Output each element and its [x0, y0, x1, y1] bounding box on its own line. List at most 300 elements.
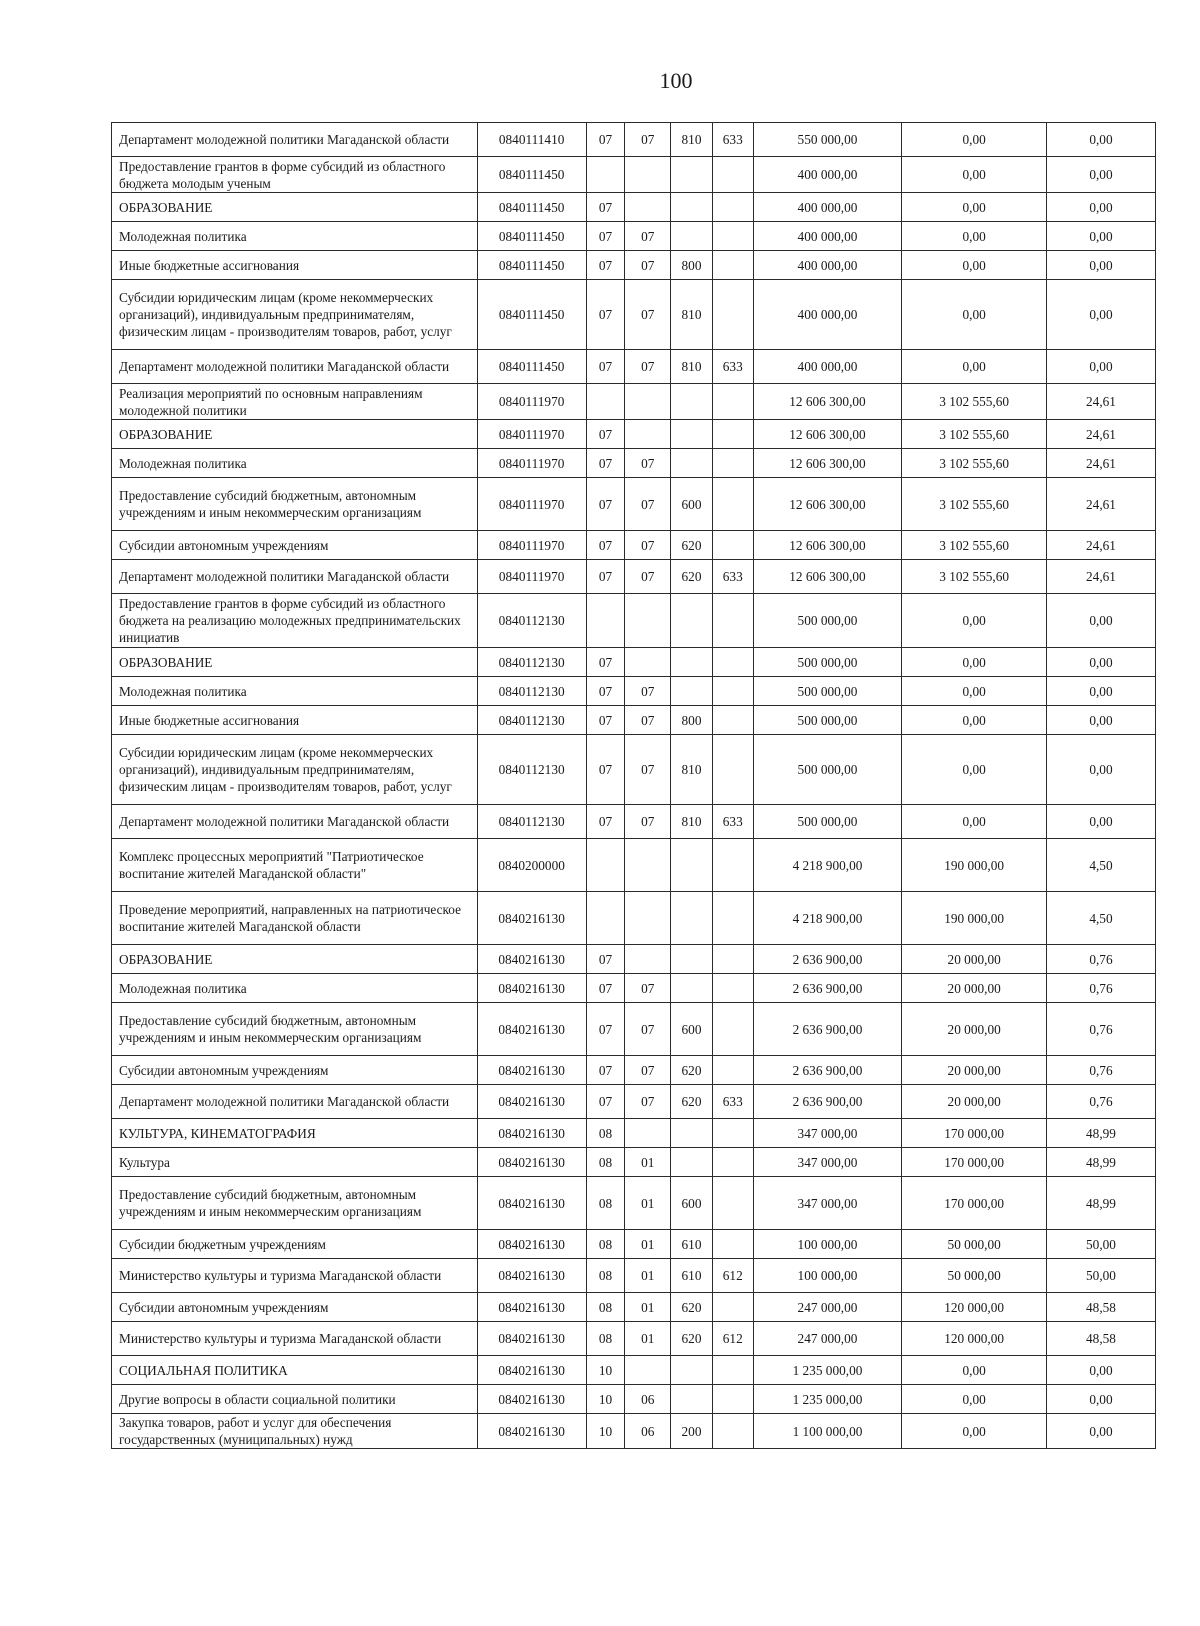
cell-administrator [712, 1293, 753, 1322]
table-row [112, 974, 1156, 1003]
cell-administrator [712, 1056, 753, 1085]
table-row [112, 1148, 1156, 1177]
cell-execution-percent: 48,99 [1046, 1177, 1155, 1230]
table-row [112, 123, 1156, 157]
cell-executed-amount: 0,00 [902, 805, 1047, 839]
cell-approved-amount: 2 636 900,00 [753, 945, 902, 974]
table-row [112, 1293, 1156, 1322]
cell-execution-percent: 0,00 [1046, 648, 1155, 677]
budget-table [111, 122, 1156, 1449]
cell-execution-percent: 0,00 [1046, 251, 1155, 280]
cell-section: 07 [586, 1056, 625, 1085]
cell-execution-percent: 0,76 [1046, 945, 1155, 974]
cell-section: 07 [586, 420, 625, 449]
cell-expense-type: 600 [671, 478, 713, 531]
cell-target-article: 0840216130 [477, 1003, 586, 1056]
cell-name: Молодежная политика [112, 677, 478, 706]
cell-administrator: 633 [712, 123, 753, 157]
page-number: 100 [659, 68, 693, 93]
cell-name: Субсидии юридическим лицам (кроме некоммерческих организаций), индивидуальным предпринимателям, физическим лицам - производителям товаров, работ, услуг [112, 735, 478, 805]
cell-approved-amount: 100 000,00 [753, 1230, 902, 1259]
cell-subsection: 07 [625, 1085, 671, 1119]
cell-expense-type: 600 [671, 1177, 713, 1230]
table-row [112, 1230, 1156, 1259]
cell-name: Молодежная политика [112, 222, 478, 251]
cell-administrator [712, 531, 753, 560]
cell-target-article: 0840216130 [477, 1322, 586, 1356]
cell-execution-percent: 0,00 [1046, 280, 1155, 350]
table-row [112, 648, 1156, 677]
table-row [112, 1259, 1156, 1293]
cell-name: Департамент молодежной политики Магаданской области [112, 805, 478, 839]
cell-name: Департамент молодежной политики Магаданской области [112, 350, 478, 384]
cell-approved-amount: 4 218 900,00 [753, 892, 902, 945]
cell-subsection [625, 839, 671, 892]
cell-execution-percent: 0,00 [1046, 1385, 1155, 1414]
cell-expense-type [671, 892, 713, 945]
cell-name: КУЛЬТУРА, КИНЕМАТОГРАФИЯ [112, 1119, 478, 1148]
cell-name: Субсидии автономным учреждениям [112, 1056, 478, 1085]
cell-expense-type [671, 1356, 713, 1385]
cell-execution-percent: 0,00 [1046, 706, 1155, 735]
cell-subsection: 07 [625, 560, 671, 594]
table-row [112, 449, 1156, 478]
table-row [112, 350, 1156, 384]
cell-subsection: 07 [625, 1003, 671, 1056]
cell-subsection: 07 [625, 222, 671, 251]
cell-name: Министерство культуры и туризма Магаданской области [112, 1322, 478, 1356]
cell-section: 07 [586, 735, 625, 805]
cell-expense-type [671, 384, 713, 420]
cell-administrator [712, 974, 753, 1003]
cell-section: 08 [586, 1148, 625, 1177]
cell-subsection: 01 [625, 1322, 671, 1356]
cell-target-article: 0840111970 [477, 384, 586, 420]
cell-expense-type: 810 [671, 350, 713, 384]
cell-execution-percent: 0,00 [1046, 594, 1155, 648]
cell-executed-amount: 170 000,00 [902, 1177, 1047, 1230]
cell-approved-amount: 400 000,00 [753, 350, 902, 384]
cell-administrator [712, 1230, 753, 1259]
cell-executed-amount: 50 000,00 [902, 1259, 1047, 1293]
cell-executed-amount: 0,00 [902, 222, 1047, 251]
cell-approved-amount: 400 000,00 [753, 280, 902, 350]
cell-name: Предоставление грантов в форме субсидий из областного бюджета на реализацию молодежных предпринимательских инициатив [112, 594, 478, 648]
cell-expense-type: 800 [671, 706, 713, 735]
table-row [112, 560, 1156, 594]
cell-name: Комплекс процессных мероприятий "Патриотическое воспитание жителей Магаданской области" [112, 839, 478, 892]
table-body [112, 123, 1156, 1449]
cell-subsection: 07 [625, 974, 671, 1003]
cell-executed-amount: 0,00 [902, 677, 1047, 706]
cell-section: 07 [586, 193, 625, 222]
cell-target-article: 0840216130 [477, 1230, 586, 1259]
cell-target-article: 0840216130 [477, 1085, 586, 1119]
cell-approved-amount: 12 606 300,00 [753, 420, 902, 449]
cell-target-article: 0840111970 [477, 420, 586, 449]
cell-expense-type: 610 [671, 1259, 713, 1293]
cell-expense-type [671, 420, 713, 449]
cell-target-article: 0840216130 [477, 945, 586, 974]
cell-expense-type [671, 945, 713, 974]
cell-approved-amount: 247 000,00 [753, 1293, 902, 1322]
cell-section: 10 [586, 1385, 625, 1414]
cell-expense-type: 810 [671, 805, 713, 839]
cell-name: Министерство культуры и туризма Магаданской области [112, 1259, 478, 1293]
cell-expense-type: 620 [671, 1056, 713, 1085]
cell-executed-amount: 3 102 555,60 [902, 384, 1047, 420]
cell-section: 07 [586, 222, 625, 251]
cell-execution-percent: 0,00 [1046, 123, 1155, 157]
cell-approved-amount: 2 636 900,00 [753, 974, 902, 1003]
cell-approved-amount: 12 606 300,00 [753, 560, 902, 594]
cell-administrator [712, 1148, 753, 1177]
cell-section: 08 [586, 1119, 625, 1148]
cell-approved-amount: 100 000,00 [753, 1259, 902, 1293]
cell-executed-amount: 3 102 555,60 [902, 560, 1047, 594]
cell-expense-type [671, 1119, 713, 1148]
cell-target-article: 0840200000 [477, 839, 586, 892]
cell-expense-type: 810 [671, 735, 713, 805]
cell-execution-percent: 50,00 [1046, 1259, 1155, 1293]
cell-target-article: 0840216130 [477, 1356, 586, 1385]
table-row [112, 157, 1156, 193]
cell-target-article: 0840111450 [477, 157, 586, 193]
cell-name: Субсидии автономным учреждениям [112, 1293, 478, 1322]
cell-expense-type: 620 [671, 1293, 713, 1322]
cell-target-article: 0840111410 [477, 123, 586, 157]
cell-administrator: 633 [712, 805, 753, 839]
cell-execution-percent: 0,00 [1046, 350, 1155, 384]
cell-subsection: 07 [625, 735, 671, 805]
cell-execution-percent: 0,00 [1046, 222, 1155, 251]
cell-subsection [625, 892, 671, 945]
cell-target-article: 0840216130 [477, 1177, 586, 1230]
cell-execution-percent: 0,00 [1046, 1356, 1155, 1385]
cell-approved-amount: 500 000,00 [753, 805, 902, 839]
cell-approved-amount: 347 000,00 [753, 1177, 902, 1230]
cell-section [586, 384, 625, 420]
cell-target-article: 0840112130 [477, 677, 586, 706]
cell-section: 07 [586, 677, 625, 706]
table-row [112, 384, 1156, 420]
cell-executed-amount: 3 102 555,60 [902, 478, 1047, 531]
cell-approved-amount: 2 636 900,00 [753, 1056, 902, 1085]
cell-expense-type: 810 [671, 123, 713, 157]
cell-subsection: 07 [625, 1056, 671, 1085]
table-row [112, 1322, 1156, 1356]
cell-section: 07 [586, 974, 625, 1003]
cell-approved-amount: 1 235 000,00 [753, 1385, 902, 1414]
cell-administrator [712, 1177, 753, 1230]
cell-subsection [625, 157, 671, 193]
cell-approved-amount: 500 000,00 [753, 677, 902, 706]
cell-name: СОЦИАЛЬНАЯ ПОЛИТИКА [112, 1356, 478, 1385]
cell-executed-amount: 120 000,00 [902, 1322, 1047, 1356]
cell-subsection: 07 [625, 478, 671, 531]
cell-administrator [712, 193, 753, 222]
cell-executed-amount: 0,00 [902, 157, 1047, 193]
cell-target-article: 0840216130 [477, 1056, 586, 1085]
cell-subsection: 01 [625, 1259, 671, 1293]
cell-name: Проведение мероприятий, направленных на патриотическое воспитание жителей Магаданской области [112, 892, 478, 945]
cell-subsection: 07 [625, 251, 671, 280]
table-row [112, 1056, 1156, 1085]
cell-administrator: 612 [712, 1322, 753, 1356]
cell-name: ОБРАЗОВАНИЕ [112, 648, 478, 677]
cell-section: 07 [586, 560, 625, 594]
cell-approved-amount: 12 606 300,00 [753, 384, 902, 420]
cell-expense-type [671, 1148, 713, 1177]
cell-section: 10 [586, 1414, 625, 1449]
cell-target-article: 0840216130 [477, 1293, 586, 1322]
table-row [112, 1385, 1156, 1414]
table-row [112, 1085, 1156, 1119]
cell-administrator [712, 706, 753, 735]
cell-subsection: 07 [625, 449, 671, 478]
cell-execution-percent: 24,61 [1046, 531, 1155, 560]
cell-executed-amount: 20 000,00 [902, 1003, 1047, 1056]
cell-expense-type [671, 839, 713, 892]
cell-section [586, 594, 625, 648]
table-row [112, 1003, 1156, 1056]
cell-expense-type: 620 [671, 1322, 713, 1356]
cell-administrator: 612 [712, 1259, 753, 1293]
cell-target-article: 0840111970 [477, 449, 586, 478]
cell-subsection [625, 1356, 671, 1385]
cell-name: Департамент молодежной политики Магаданской области [112, 1085, 478, 1119]
cell-name: Департамент молодежной политики Магаданской области [112, 123, 478, 157]
cell-executed-amount: 0,00 [902, 706, 1047, 735]
cell-approved-amount: 347 000,00 [753, 1119, 902, 1148]
cell-approved-amount: 12 606 300,00 [753, 531, 902, 560]
cell-section: 07 [586, 1003, 625, 1056]
cell-section: 07 [586, 648, 625, 677]
cell-executed-amount: 190 000,00 [902, 839, 1047, 892]
cell-approved-amount: 550 000,00 [753, 123, 902, 157]
cell-executed-amount: 20 000,00 [902, 945, 1047, 974]
cell-subsection [625, 1119, 671, 1148]
cell-executed-amount: 190 000,00 [902, 892, 1047, 945]
cell-section [586, 157, 625, 193]
cell-target-article: 0840216130 [477, 1385, 586, 1414]
cell-administrator: 633 [712, 350, 753, 384]
cell-execution-percent: 50,00 [1046, 1230, 1155, 1259]
cell-execution-percent: 4,50 [1046, 892, 1155, 945]
cell-name: Реализация мероприятий по основным направлениям молодежной политики [112, 384, 478, 420]
cell-subsection [625, 420, 671, 449]
cell-name: Иные бюджетные ассигнования [112, 251, 478, 280]
cell-administrator [712, 1003, 753, 1056]
cell-approved-amount: 500 000,00 [753, 648, 902, 677]
cell-administrator [712, 222, 753, 251]
cell-section: 08 [586, 1259, 625, 1293]
cell-target-article: 0840111970 [477, 560, 586, 594]
cell-name: Иные бюджетные ассигнования [112, 706, 478, 735]
cell-subsection: 07 [625, 677, 671, 706]
cell-subsection: 06 [625, 1414, 671, 1449]
cell-section: 08 [586, 1177, 625, 1230]
cell-name: Молодежная политика [112, 449, 478, 478]
table-row [112, 892, 1156, 945]
cell-executed-amount: 0,00 [902, 251, 1047, 280]
cell-approved-amount: 1 100 000,00 [753, 1414, 902, 1449]
cell-section: 07 [586, 531, 625, 560]
cell-target-article: 0840111970 [477, 478, 586, 531]
cell-expense-type: 620 [671, 531, 713, 560]
cell-subsection: 07 [625, 805, 671, 839]
cell-subsection: 01 [625, 1293, 671, 1322]
cell-expense-type [671, 648, 713, 677]
cell-name: Предоставление субсидий бюджетным, автономным учреждениям и иным некоммерческим организациям [112, 1003, 478, 1056]
cell-administrator [712, 478, 753, 531]
cell-execution-percent: 24,61 [1046, 420, 1155, 449]
cell-target-article: 0840111450 [477, 193, 586, 222]
cell-subsection [625, 594, 671, 648]
cell-administrator [712, 594, 753, 648]
cell-name: Субсидии юридическим лицам (кроме некоммерческих организаций), индивидуальным предпринимателям, физическим лицам - производителям товаров, работ, услуг [112, 280, 478, 350]
cell-subsection [625, 945, 671, 974]
cell-expense-type [671, 157, 713, 193]
cell-name: Предоставление субсидий бюджетным, автономным учреждениям и иным некоммерческим организациям [112, 1177, 478, 1230]
cell-name: Предоставление грантов в форме субсидий из областного бюджета молодым ученым [112, 157, 478, 193]
table-row [112, 594, 1156, 648]
cell-target-article: 0840112130 [477, 706, 586, 735]
cell-administrator [712, 280, 753, 350]
cell-execution-percent: 0,76 [1046, 974, 1155, 1003]
cell-subsection: 07 [625, 280, 671, 350]
cell-executed-amount: 20 000,00 [902, 1085, 1047, 1119]
cell-approved-amount: 400 000,00 [753, 251, 902, 280]
cell-section: 08 [586, 1293, 625, 1322]
cell-target-article: 0840216130 [477, 1148, 586, 1177]
cell-target-article: 0840216130 [477, 1414, 586, 1449]
cell-execution-percent: 0,76 [1046, 1056, 1155, 1085]
cell-approved-amount: 2 636 900,00 [753, 1003, 902, 1056]
cell-subsection: 01 [625, 1177, 671, 1230]
cell-administrator [712, 1385, 753, 1414]
table-row [112, 251, 1156, 280]
cell-section: 07 [586, 1085, 625, 1119]
cell-expense-type [671, 594, 713, 648]
cell-executed-amount: 0,00 [902, 735, 1047, 805]
cell-section: 07 [586, 805, 625, 839]
table-row [112, 420, 1156, 449]
cell-subsection: 07 [625, 350, 671, 384]
cell-name: Культура [112, 1148, 478, 1177]
cell-subsection: 01 [625, 1148, 671, 1177]
cell-administrator [712, 677, 753, 706]
cell-section: 07 [586, 706, 625, 735]
cell-executed-amount: 0,00 [902, 350, 1047, 384]
cell-name: ОБРАЗОВАНИЕ [112, 420, 478, 449]
table-row [112, 1414, 1156, 1449]
cell-approved-amount: 400 000,00 [753, 222, 902, 251]
cell-administrator [712, 735, 753, 805]
cell-section: 07 [586, 251, 625, 280]
cell-section: 07 [586, 350, 625, 384]
cell-section: 07 [586, 123, 625, 157]
cell-execution-percent: 24,61 [1046, 384, 1155, 420]
cell-target-article: 0840111450 [477, 350, 586, 384]
cell-approved-amount: 4 218 900,00 [753, 839, 902, 892]
cell-target-article: 0840111970 [477, 531, 586, 560]
cell-executed-amount: 3 102 555,60 [902, 449, 1047, 478]
cell-expense-type: 610 [671, 1230, 713, 1259]
cell-expense-type: 600 [671, 1003, 713, 1056]
cell-approved-amount: 2 636 900,00 [753, 1085, 902, 1119]
cell-executed-amount: 0,00 [902, 1385, 1047, 1414]
cell-subsection: 07 [625, 706, 671, 735]
cell-administrator [712, 420, 753, 449]
cell-expense-type [671, 677, 713, 706]
cell-section: 07 [586, 478, 625, 531]
table-row [112, 706, 1156, 735]
cell-approved-amount: 500 000,00 [753, 735, 902, 805]
cell-administrator [712, 892, 753, 945]
cell-expense-type: 200 [671, 1414, 713, 1449]
cell-subsection: 07 [625, 531, 671, 560]
cell-expense-type: 800 [671, 251, 713, 280]
cell-executed-amount: 0,00 [902, 280, 1047, 350]
cell-name: Субсидии автономным учреждениям [112, 531, 478, 560]
cell-execution-percent: 0,00 [1046, 157, 1155, 193]
cell-execution-percent: 24,61 [1046, 449, 1155, 478]
table-row [112, 735, 1156, 805]
cell-target-article: 0840216130 [477, 892, 586, 945]
cell-section [586, 839, 625, 892]
cell-name: ОБРАЗОВАНИЕ [112, 193, 478, 222]
cell-target-article: 0840216130 [477, 1259, 586, 1293]
cell-approved-amount: 12 606 300,00 [753, 478, 902, 531]
cell-administrator [712, 384, 753, 420]
cell-administrator: 633 [712, 1085, 753, 1119]
cell-subsection: 01 [625, 1230, 671, 1259]
cell-target-article: 0840216130 [477, 974, 586, 1003]
cell-subsection: 07 [625, 123, 671, 157]
cell-execution-percent: 0,00 [1046, 193, 1155, 222]
cell-approved-amount: 347 000,00 [753, 1148, 902, 1177]
cell-target-article: 0840112130 [477, 594, 586, 648]
cell-name: ОБРАЗОВАНИЕ [112, 945, 478, 974]
cell-execution-percent: 0,00 [1046, 677, 1155, 706]
cell-approved-amount: 247 000,00 [753, 1322, 902, 1356]
cell-name: Департамент молодежной политики Магаданской области [112, 560, 478, 594]
cell-execution-percent: 0,76 [1046, 1085, 1155, 1119]
cell-subsection [625, 648, 671, 677]
cell-section [586, 892, 625, 945]
cell-execution-percent: 48,58 [1046, 1293, 1155, 1322]
table-row [112, 478, 1156, 531]
table-row [112, 945, 1156, 974]
cell-section: 07 [586, 449, 625, 478]
cell-expense-type: 620 [671, 560, 713, 594]
cell-expense-type: 620 [671, 1085, 713, 1119]
table-row [112, 531, 1156, 560]
cell-approved-amount: 400 000,00 [753, 193, 902, 222]
cell-execution-percent: 4,50 [1046, 839, 1155, 892]
cell-expense-type [671, 193, 713, 222]
cell-target-article: 0840216130 [477, 1119, 586, 1148]
cell-administrator [712, 251, 753, 280]
cell-execution-percent: 0,00 [1046, 1414, 1155, 1449]
cell-administrator: 633 [712, 560, 753, 594]
cell-execution-percent: 0,00 [1046, 735, 1155, 805]
cell-execution-percent: 48,99 [1046, 1119, 1155, 1148]
cell-expense-type [671, 974, 713, 1003]
table-row [112, 839, 1156, 892]
cell-executed-amount: 3 102 555,60 [902, 531, 1047, 560]
